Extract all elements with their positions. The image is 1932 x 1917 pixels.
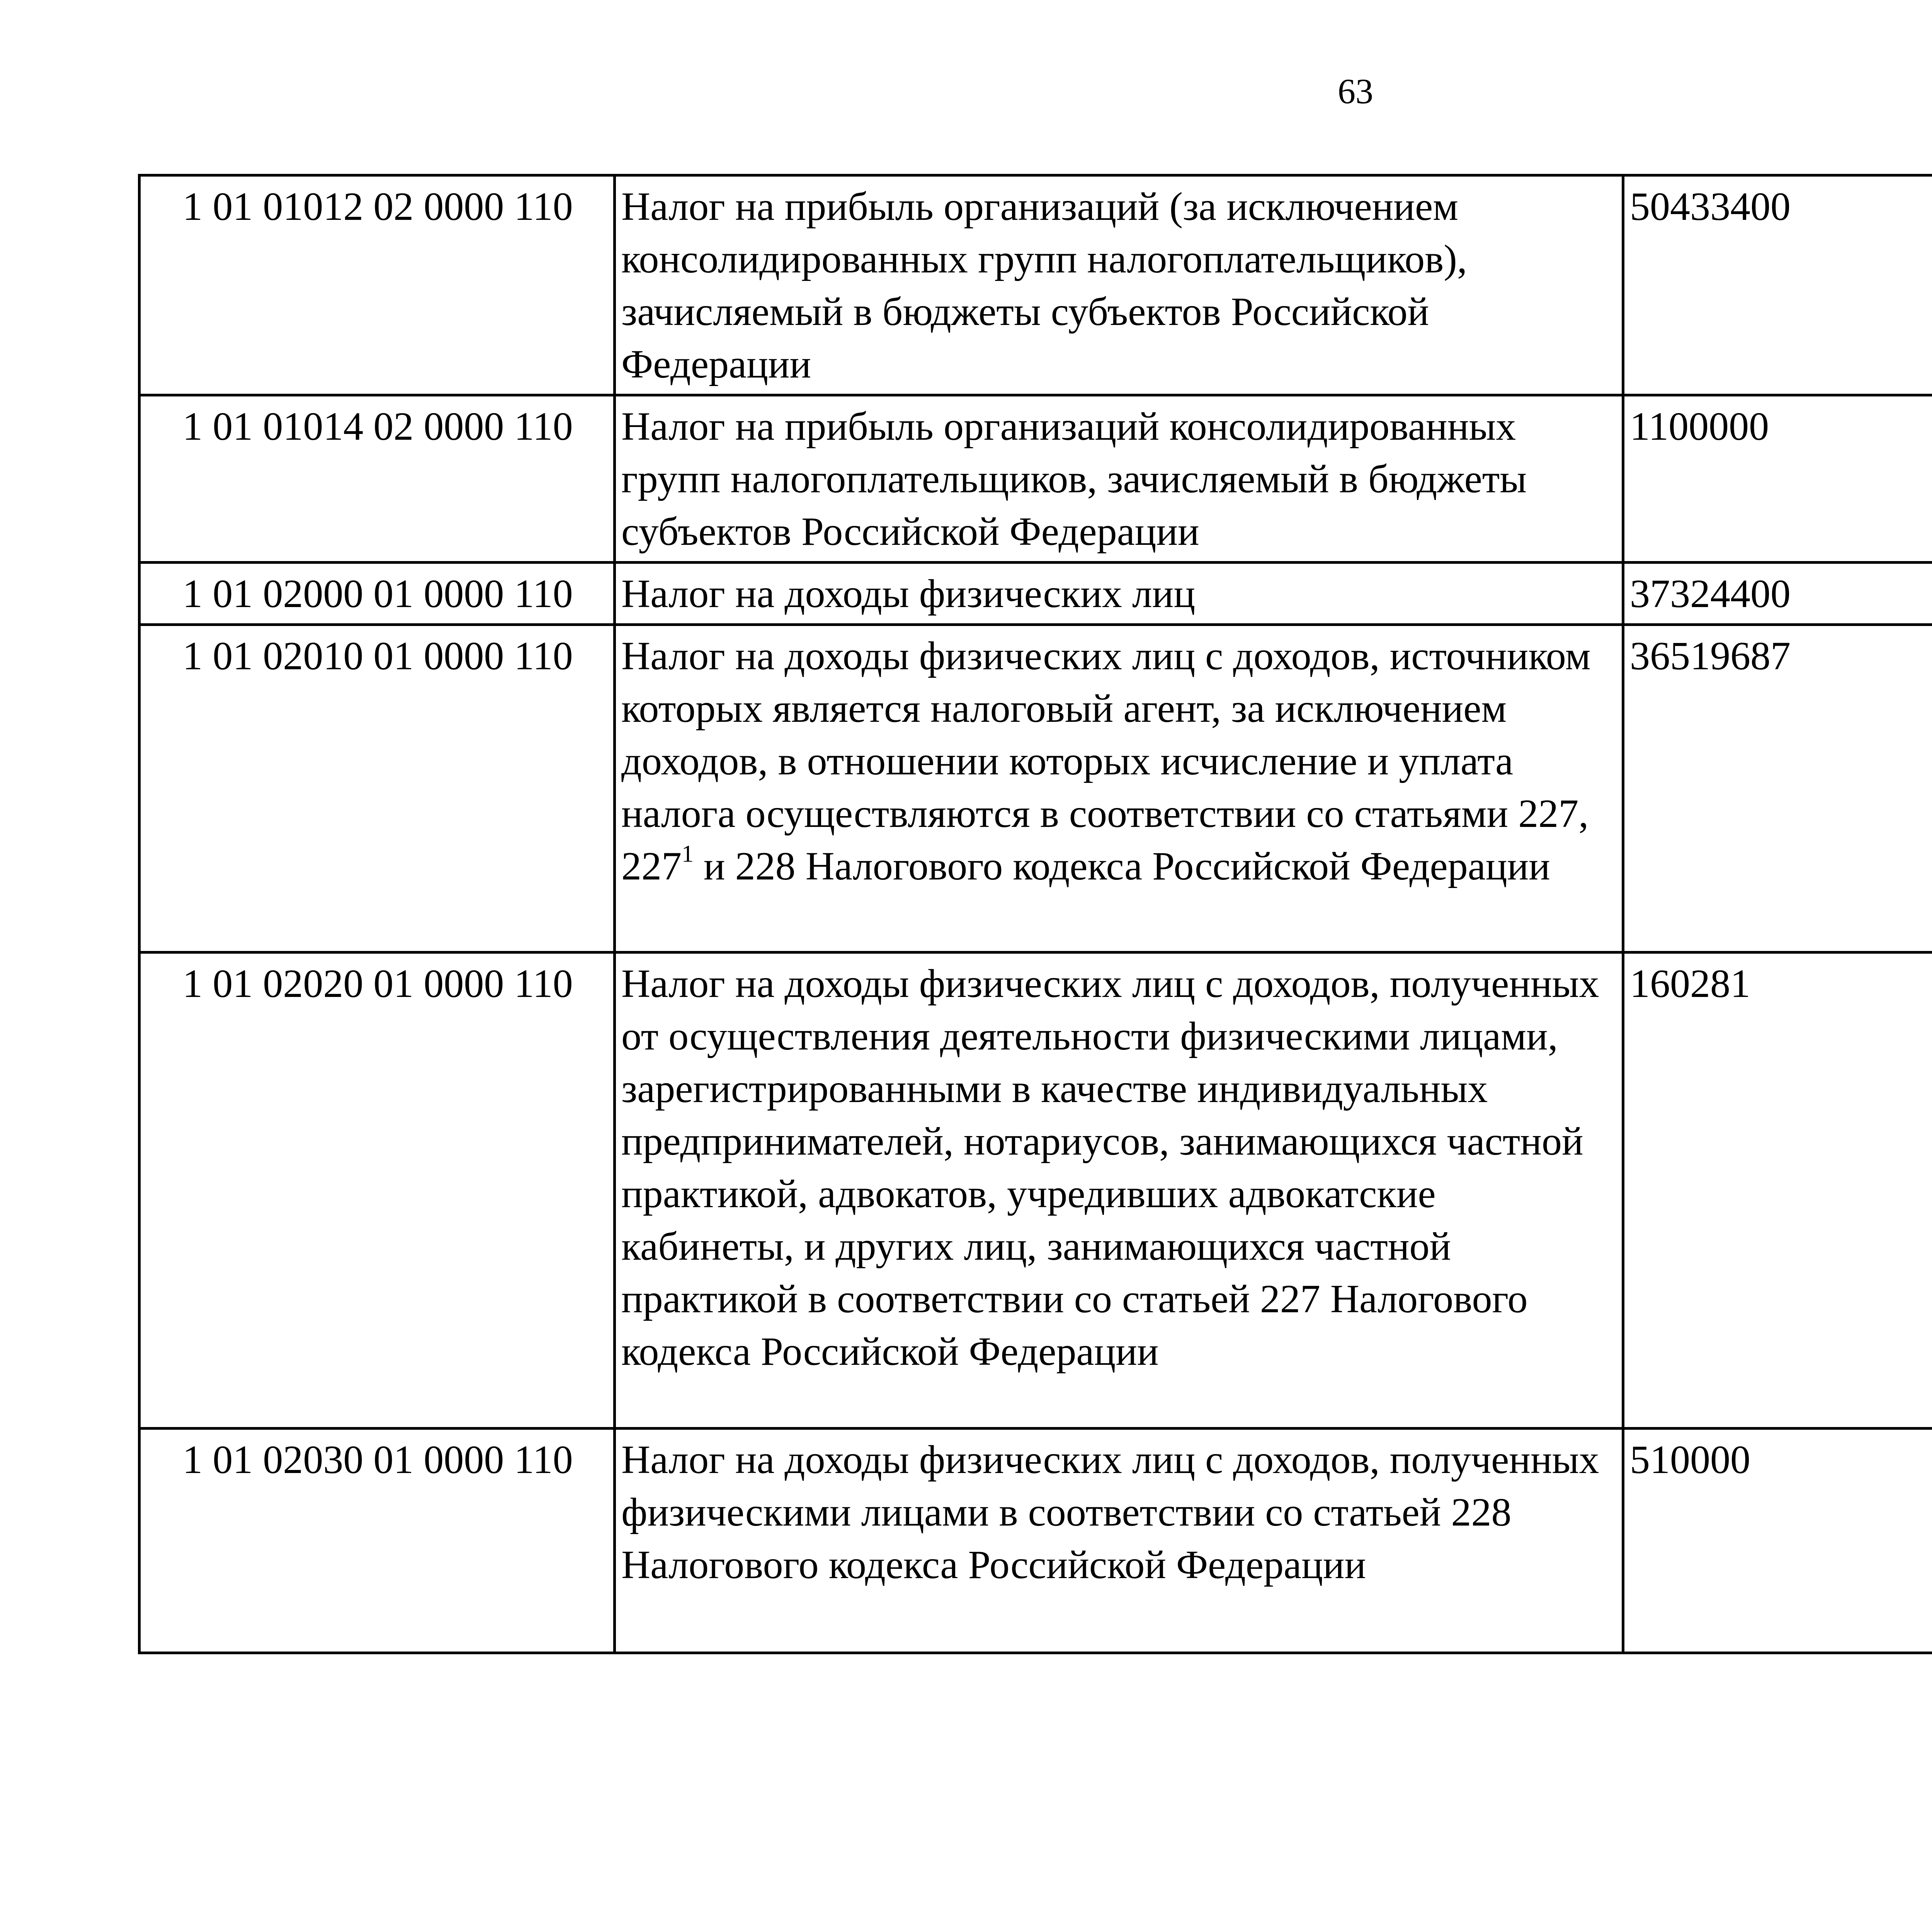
revenue-table <box>138 174 1932 1654</box>
value-cell: 36519687 <box>1623 625 1932 953</box>
revenue-code: 1 01 01012 02 0000 110 <box>139 175 615 395</box>
revenue-name: Налог на доходы физических лиц <box>615 563 1623 625</box>
revenue-name: Налог на доходы физических лиц с доходов, полученных от осуществления деятельности физическими лицами, зарегистрированными в качестве индивидуальных предпринимателей, нотариусов, занимающихся частной практикой, адвокатов, учредивших адвокатские кабинеты, и других лиц, занимающихся частной практикой в соответствии со статьей 227 Налогового кодекса Российской Федерации <box>615 953 1623 1429</box>
table-row <box>139 625 1932 953</box>
revenue-code: 1 01 02030 01 0000 110 <box>139 1429 615 1653</box>
value-cell: 37324400 <box>1623 563 1932 625</box>
revenue-name-part: Налог на доходы физических лиц с доходов, источником которых является налоговый агент, за исключением доходов, в отношении которых исчисление и уплата налога осуществляются в соответствии со статьями 227, 227 <box>621 634 1591 888</box>
value-cell: 50433400 <box>1623 175 1932 395</box>
superscript: 1 <box>682 841 694 867</box>
revenue-name: Налог на прибыль организаций консолидированных групп налогоплательщиков, зачисляемый в бюджеты субъектов Российской Федерации <box>615 395 1623 563</box>
table-row <box>139 1429 1932 1653</box>
table-row <box>139 175 1932 395</box>
table-row <box>139 953 1932 1429</box>
revenue-code: 1 01 02000 01 0000 110 <box>139 563 615 625</box>
value-cell: 1100000 <box>1623 395 1932 563</box>
table-row <box>139 395 1932 563</box>
revenue-name: Налог на доходы физических лиц с доходов, полученных физическими лицами в соответствии со статьей 228 Налогового кодекса Российской Федерации <box>615 1429 1623 1653</box>
revenue-code: 1 01 02010 01 0000 110 <box>139 625 615 953</box>
table-row <box>139 563 1932 625</box>
value-cell: 160281 <box>1623 953 1932 1429</box>
revenue-name: Налог на прибыль организаций (за исключением консолидированных групп налогоплательщиков), зачисляемый в бюджеты субъектов Российской Федерации <box>615 175 1623 395</box>
revenue-code: 1 01 01014 02 0000 110 <box>139 395 615 563</box>
page-number: 63 <box>1338 71 1373 111</box>
revenue-name-part: и 228 Налогового кодекса Российской Федерации <box>694 844 1550 888</box>
value-cell: 510000 <box>1623 1429 1932 1653</box>
revenue-name <box>615 625 1623 953</box>
revenue-code: 1 01 02020 01 0000 110 <box>139 953 615 1429</box>
